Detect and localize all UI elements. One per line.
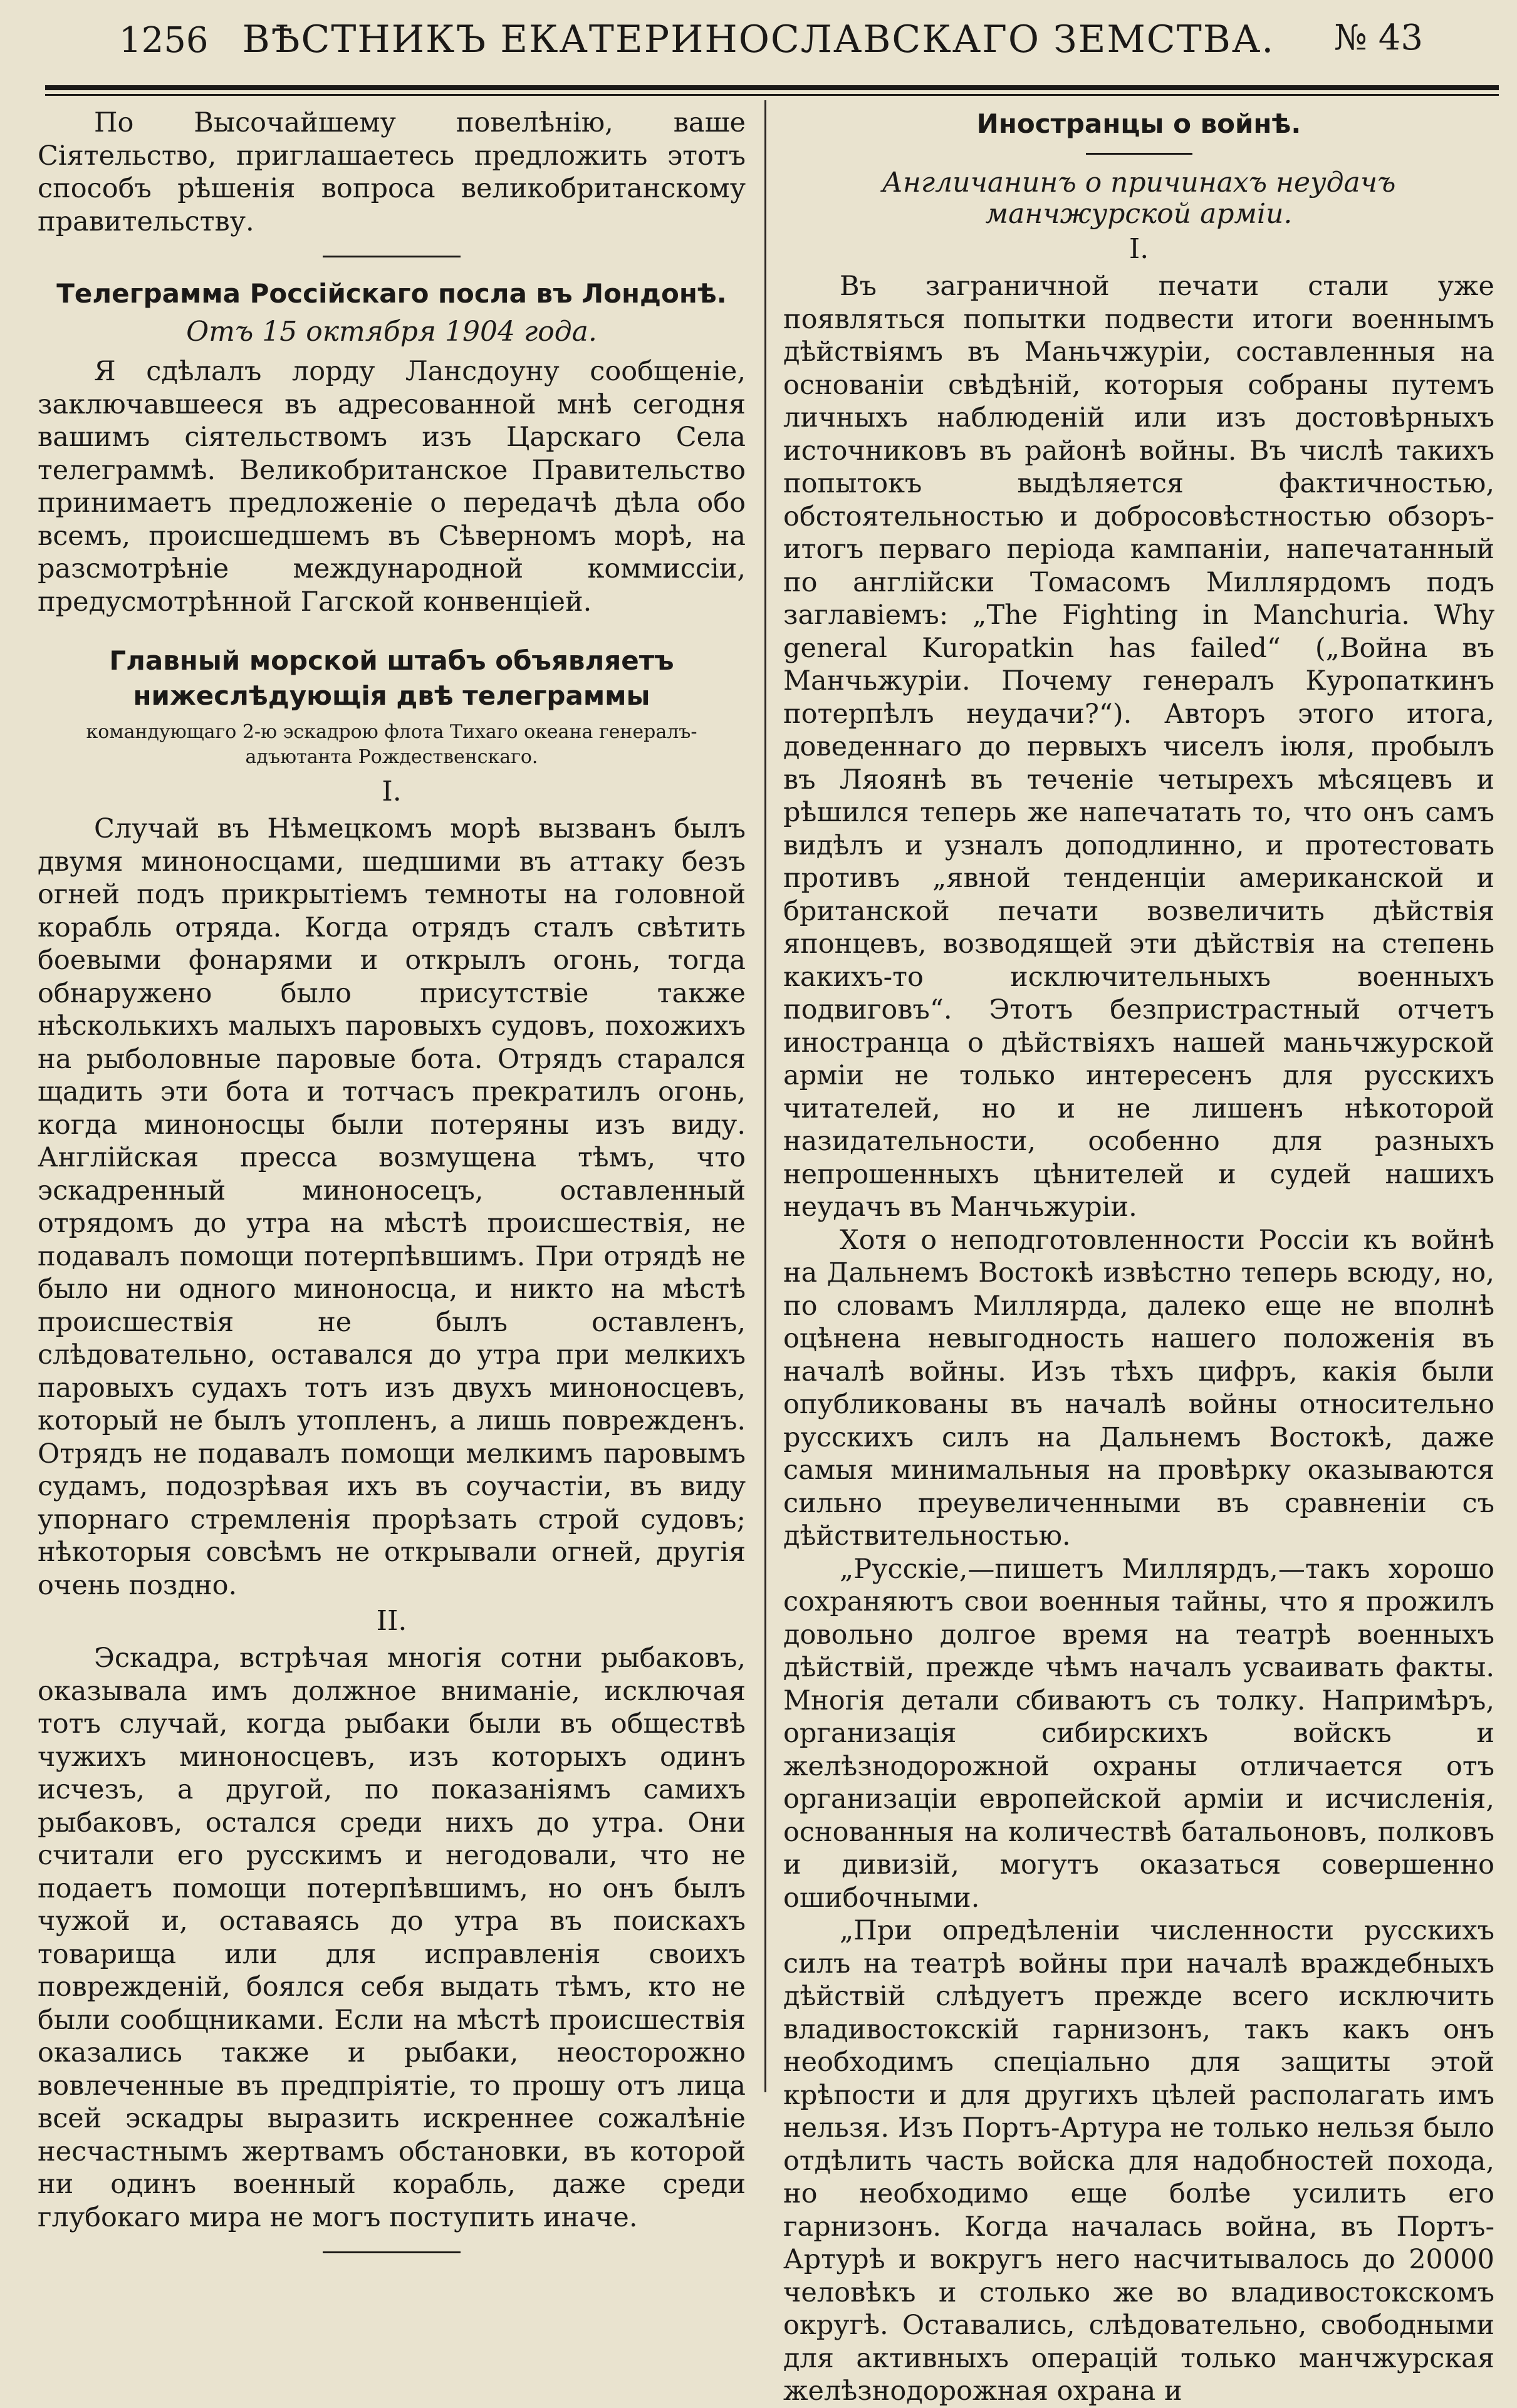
- journal-title: ВѢСТНИКЪ ЕКАТЕРИНОСЛАВСКАГО ЗЕМСТВА.: [242, 18, 1275, 61]
- part2-text: Эскадра, встрѣчая многія сотни рыбаковъ, оказывала имъ должное вниманіе, исключая тотъ случай, когда рыбаки были въ обществѣ чужихъ миноносцевъ, изъ которыхъ одинъ исчезъ, а другой, по показаніямъ самихъ рыбаковъ, остался среди нихъ до утра. Они считали его русскимъ и негодовали, что не подаетъ помощи потерпѣвшимъ, но онъ былъ чужой и, оставаясь до утра въ поискахъ товарища или для исправленія своихъ поврежденій, боялся себя выдать тѣмъ, кто не были сообщниками. Если на мѣстѣ происшествія оказались также и рыбаки, неосторожно вовлеченные въ предпріятіе, то прошу отъ лица всей эскадры выразить искреннее сожалѣніе несчастнымъ жертвамъ обстановки, въ которой ни одинъ военный корабль, даже среди глубокаго мира не могъ поступить иначе.: [38, 1643, 746, 2233]
- article-subtitle: Англичанинъ о причинахъ неудачъ манчжурской арміи.: [882, 167, 1396, 230]
- article-part1-label: I.: [1129, 233, 1149, 265]
- staff-subtitle: командующаго 2-ю эскадрою флота Тихаго океана генералъ-адъютанта Рождественскаго.: [86, 721, 697, 768]
- running-header: [0, 0, 1517, 81]
- telegram-text: Я сдѣлалъ лорду Лансдоуну сообщеніе, заключавшееся въ адресованной мнѣ сегодня вашимъ сіятельствомъ изъ Царскаго Села телеграммѣ. Великобританское Правительство принимаетъ предложеніе о передачѣ дѣла обо всемъ, происшедшемъ въ Сѣверномъ морѣ, на разсмотрѣніе международной коммиссіи, предусмотрѣнной Гагской конвенціей.: [38, 356, 746, 618]
- article-title: Иностранцы о войнѣ.: [976, 108, 1301, 139]
- article-paragraph-3: „Русскіе,—пишетъ Миллярдъ,—такъ хорошо сохраняютъ свои военныя тайны, что я прожилъ довольно долгое время на театрѣ военныхъ дѣйствій, прежде чѣмъ началъ усваивать факты. Многія детали сбиваютъ съ толку. Напримѣръ, организація сибирскихъ войскъ и желѣзнодорожной охраны отличается отъ организаціи европейской арміи и исчисленія, основанныя на количествѣ батальоновъ, полковъ и дивизій, могутъ оказаться совершенно ошибочными.: [783, 1553, 1494, 1914]
- part1-text: Случай въ Нѣмецкомъ морѣ вызванъ былъ двумя миноносцами, шедшими въ аттаку безъ огней подъ прикрытіемъ темноты на головной корабль отряда. Когда отрядъ сталъ свѣтить боевыми фонарями и открылъ огонь, тогда обнаружено было присутствіе также нѣсколькихъ малыхъ паровыхъ судовъ, похожихъ на рыболовные паровые бота. Отрядъ старался щадить эти бота и тотчасъ прекратилъ огонь, когда миноносцы были потеряны изъ виду. Англійская пресса возмущена тѣмъ, что эскадренный миноносецъ, оставленный отрядомъ до утра на мѣстѣ происшествія, не подавалъ помощи потерпѣвшимъ. При отрядѣ не было ни одного миноносца, и никто на мѣстѣ происшествія не былъ оставленъ, слѣдовательно, оставался до утра при мелкихъ паровыхъ судахъ тотъ изъ двухъ миноносцевъ, который не былъ утопленъ, а лишь поврежденъ. Отрядъ не подавалъ помощи мелкимъ паровымъ судамъ, подозрѣвая ихъ въ соучастіи, въ виду упорнаго стремленія прорѣзать строй судовъ; нѣкоторыя совсѣмъ не открывали огней, другія очень поздно.: [38, 813, 746, 1601]
- title-separator: [1086, 153, 1192, 155]
- header-rule-thick: [45, 85, 1499, 90]
- telegram-date: Отъ 15 октября 1904 года.: [186, 316, 597, 348]
- end-separator: [323, 2251, 461, 2253]
- article-paragraph-4: „При опредѣленіи численности русскихъ силъ на театрѣ войны при началѣ враждебныхъ дѣйствій слѣдуетъ прежде всего исключить владивостокскій гарнизонъ, такъ какъ онъ необходимъ спеціально для защиты этой крѣпости и для другихъ цѣлей располагать имъ нельзя. Изъ Портъ-Артура не только нельзя было отдѣлить часть войска для надобностей похода, но необходимо еще болѣе усилить его гарнизонъ. Когда началась война, въ Портъ-Артурѣ и вокругъ него насчитывалось до 20000 человѣкъ и столько же во владивостокскомъ округѣ. Оставались, слѣдовательно, свободными для активныхъ операцій только манчжурская желѣзнодорожная охрана и: [783, 1915, 1494, 2407]
- page-number: 1256: [119, 20, 209, 61]
- right-column: [783, 106, 1494, 2408]
- telegram-title: Телеграмма Россійскаго посла въ Лондонѣ.: [56, 278, 727, 309]
- article-paragraph-1: Въ заграничной печати стали уже появляться попытки подвести итоги военнымъ дѣйствіямъ въ Маньчжуріи, составленныя на основаніи свѣдѣній, которыя собраны путемъ личныхъ наблюденій или изъ достовѣрныхъ источниковъ въ районѣ войны. Въ числѣ такихъ попытокъ выдѣляется фактичностью, обстоятельностью и добросовѣстностью обзоръ-итогъ перваго періода кампаніи, напечатанный по англійски Томасомъ Миллярдомъ подъ заглавіемъ: „The Fighting in Manchuria. Why general Kuropatkin has failed“ („Война въ Манчьжуріи. Почему генералъ Куропаткинъ потерпѣлъ неудачи?“). Авторъ этого итога, доведеннаго до первыхъ чиселъ іюля, пробылъ въ Ляоянѣ въ теченіе четырехъ мѣсяцевъ и рѣшился теперь же напечатать то, что онъ самъ видѣлъ и узналъ доподлинно, и протестовать противъ „явной тенденціи американской и британской печати возвеличить дѣйствія японцевъ, возводящей эти дѣйствія на степень какихъ-то исключительныхъ военныхъ подвиговъ“. Этотъ безпристрастный отчетъ иностранца о дѣйствіяхъ нашей маньчжурской арміи не только интересенъ для русскихъ читателей, но и не лишенъ нѣкоторой назидательности, особенно для разныхъ непрошенныхъ цѣнителей и судей нашихъ неудачъ въ Манчьжуріи.: [783, 271, 1494, 1223]
- column-divider: [764, 100, 766, 2092]
- left-column: [38, 106, 746, 2272]
- issue-number: № 43: [1333, 18, 1423, 58]
- intro-paragraph: По Высочайшему повелѣнію, ваше Сіятельство, приглашаетесь предложить этотъ способъ рѣшенія вопроса великобританскому правительству.: [38, 107, 746, 237]
- staff-title: Главный морской штабъ объявляетъ нижеслѣдующія двѣ телеграммы: [109, 645, 674, 711]
- part2-label: II.: [376, 1605, 407, 1637]
- header-rule-thin: [45, 94, 1499, 96]
- part1-label: I.: [382, 776, 402, 807]
- section-separator: [323, 256, 461, 257]
- article-paragraph-2: Хотя о неподготовленности Россіи къ войнѣ на Дальнемъ Востокѣ извѣстно теперь всюду, но, по словамъ Миллярда, далеко еще не вполнѣ оцѣнена невыгодность нашего положенія въ началѣ войны. Изъ тѣхъ цифръ, какія были опубликованы въ началѣ войны относительно русскихъ силъ на Дальнемъ Востокѣ, даже самыя минимальныя на провѣрку оказываются сильно преувеличенными въ сравненіи съ дѣйствительностью.: [783, 1224, 1494, 1552]
